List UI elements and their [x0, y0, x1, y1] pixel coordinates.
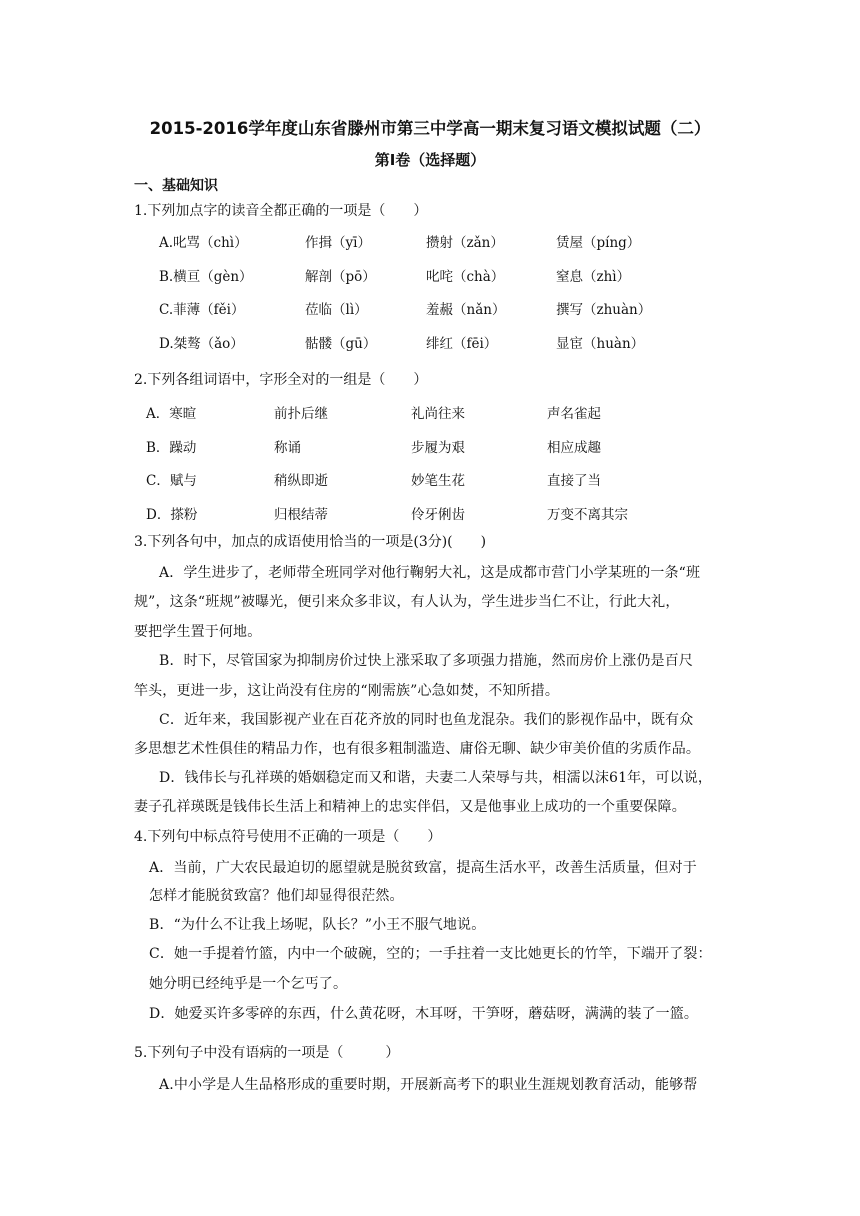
- q2-option-c-4: 直接了当: [547, 473, 601, 489]
- q3-option-a-line: 规”，这条“班规”被曝光，便引来众多非议，有人认为，学生进步当仁不让，行此大礼，: [134, 594, 680, 610]
- q3-option-b-line: B．时下，尽管国家为抑制房价过快上涨采取了多项强力措施，然而房价上涨仍是百尺: [159, 653, 693, 669]
- q1-option-b-4: 窒息（zhì）: [556, 269, 631, 285]
- q2-option-b-1: B．躁动: [146, 440, 197, 456]
- q3-option-c-line: 多思想艺术性俱佳的精品力作，也有很多粗制滥造、庸俗无聊、缺少审美价值的劣质作品。: [134, 741, 700, 757]
- q2-option-b-3: 步履为艰: [411, 440, 465, 456]
- q3-option-b-line: 竿头，更进一步，这让尚没有住房的“刚需族”心急如焚，不知所措。: [134, 683, 559, 699]
- q2-option-c-2: 稍纵即逝: [274, 473, 328, 489]
- q1-option-a-4: 赁屋（píng）: [556, 235, 641, 251]
- q3-option-a-line: A．学生进步了，老师带全班同学对他行鞠躬大礼，这是成都市营门小学某班的一条“班: [159, 565, 701, 581]
- q2-option-a-4: 声名雀起: [547, 406, 601, 422]
- q2-option-a-1: A．寒暄: [146, 406, 197, 422]
- section-heading: 一、基础知识: [134, 178, 218, 194]
- q1-option-d-3: 绯红（fēi）: [426, 336, 498, 352]
- q1-option-d-1: D.桀骜（ǎo）: [159, 336, 244, 352]
- question-3-stem: 3.下列各句中，加点的成语使用恰当的一项是(3分)( ): [134, 534, 487, 550]
- question-5-stem: 5.下列句子中没有语病的一项是（ ）: [134, 1045, 400, 1061]
- q1-option-a-3: 攒射（zǎn）: [426, 235, 504, 251]
- q1-option-d-4: 显宦（huàn）: [556, 336, 645, 352]
- q1-option-a-1: A.叱骂（chì）: [159, 235, 248, 251]
- q2-option-d-3: 伶牙俐齿: [411, 507, 465, 523]
- q3-option-d-line: D．钱伟长与孔祥瑛的婚姻稳定而又和谐，夫妻二人荣辱与共，相濡以沫61年，可以说，: [159, 770, 713, 786]
- q4-option-a-line: 怎样才能脱贫致富？他们却显得很茫然。: [149, 888, 404, 904]
- q4-option-c-line: 她分明已经纯乎是一个乞丐了。: [149, 976, 348, 992]
- q1-option-b-2: 解剖（pō）: [305, 269, 376, 285]
- q1-option-b-1: B.横亘（gèn）: [159, 269, 253, 285]
- q2-option-c-1: C．赋与: [146, 473, 197, 489]
- q5-option-a-line: A.中小学是人生品格形成的重要时期，开展新高考下的职业生涯规划教育活动，能够帮: [159, 1077, 698, 1093]
- q2-option-d-1: D．搽粉: [146, 507, 198, 523]
- q2-option-d-2: 归根结蒂: [274, 507, 328, 523]
- q2-option-c-3: 妙笔生花: [411, 473, 465, 489]
- q2-option-b-2: 称诵: [274, 440, 301, 456]
- q1-option-c-4: 撰写（zhuàn）: [556, 302, 652, 318]
- q4-option-c-line: C．她一手提着竹篮，内中一个破碗，空的；一手拄着一支比她更长的竹竿，下端开了裂：: [149, 946, 712, 962]
- document-title: 2015-2016学年度山东省滕州市第三中学高一期末复习语文模拟试题（二）: [149, 119, 711, 138]
- q4-option-d-line: D．她爱买许多零碎的东西，什么黄花呀，木耳呀，干笋呀，蘑菇呀，满满的装了一篮。: [149, 1006, 699, 1022]
- q1-option-d-2: 骷髅（gū）: [305, 336, 377, 352]
- q1-option-a-2: 作揖（yī）: [305, 235, 371, 251]
- q2-option-d-4: 万变不离其宗: [547, 507, 628, 523]
- q3-option-c-line: C．近年来，我国影视产业在百花齐放的同时也鱼龙混杂。我们的影视作品中，既有众: [159, 712, 694, 728]
- q1-option-c-1: C.菲薄（fěi）: [159, 302, 245, 318]
- q2-option-a-2: 前扑后继: [274, 406, 328, 422]
- q4-option-a-line: A．当前，广大农民最迫切的愿望就是脱贫致富，提高生活水平，改善生活质量，但对于: [149, 860, 697, 876]
- q1-option-b-3: 叱咤（chà）: [426, 269, 505, 285]
- question-4-stem: 4.下列句中标点符号使用不正确的一项是（ ）: [134, 829, 442, 845]
- q1-option-c-2: 莅临（lì）: [305, 302, 368, 318]
- question-2-stem: 2.下列各组词语中，字形全对的一组是（ ）: [134, 372, 428, 388]
- q2-option-a-3: 礼尚往来: [411, 406, 465, 422]
- section-subtitle: 第Ⅰ卷（选择题）: [374, 151, 486, 169]
- q3-option-d-line: 妻子孔祥瑛既是钱伟长生活上和精神上的忠实伴侣，又是他事业上成功的一个重要保障。: [134, 799, 686, 815]
- question-1-stem: 1.下列加点字的读音全都正确的一项是（ ）: [134, 203, 428, 219]
- q2-option-b-4: 相应成趣: [547, 440, 601, 456]
- q1-option-c-3: 羞赧（nǎn）: [426, 302, 506, 318]
- q4-option-b-line: B．“为什么不让我上场呢，队长？”小王不服气地说。: [149, 917, 486, 933]
- q3-option-a-line: 要把学生置于何地。: [134, 624, 262, 640]
